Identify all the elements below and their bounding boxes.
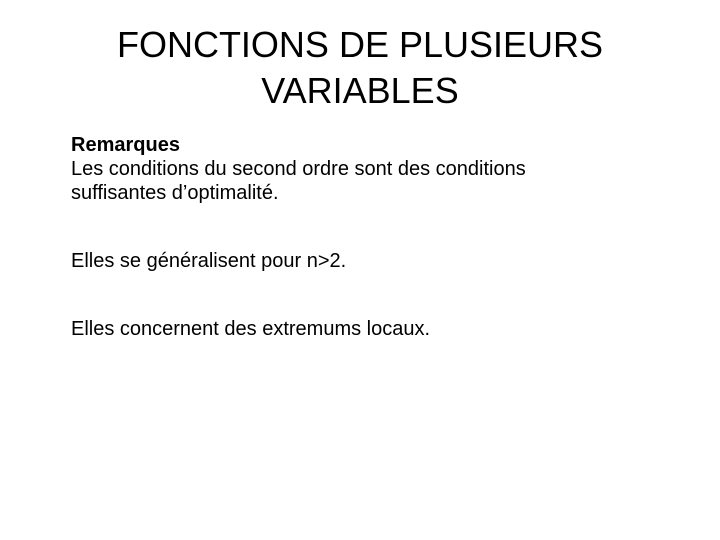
- remarks-heading: Remarques: [71, 134, 180, 156]
- slide-title-line-2: VARIABLES: [261, 70, 459, 111]
- slide-title-line-1: FONCTIONS DE PLUSIEURS: [116, 24, 604, 65]
- slide-body: [71, 133, 691, 341]
- paragraph-3: Elles concernent des extremums locaux.: [71, 318, 431, 340]
- paragraph-2: Elles se généralisent pour n>2.: [71, 250, 347, 272]
- slide-title: [0, 22, 720, 114]
- paragraph-1-line-2: suffisantes d’optimalité.: [71, 182, 279, 204]
- paragraph-1-line-1: Les conditions du second ordre sont des conditions: [71, 158, 526, 180]
